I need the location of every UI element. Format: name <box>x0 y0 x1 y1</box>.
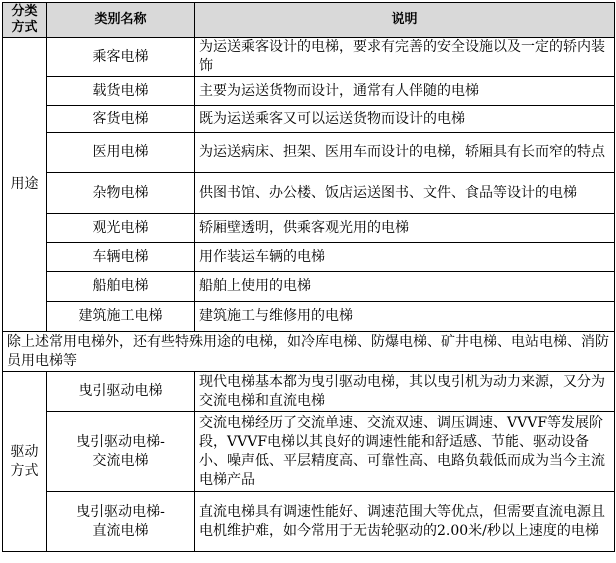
table-row <box>3 412 615 492</box>
category-drive-line2: 方式 <box>10 462 39 479</box>
table-row <box>3 372 615 412</box>
header-col1-line2: 方式 <box>11 20 38 35</box>
category-name-cell <box>47 492 195 552</box>
description-cell: 主要为运送货物而设计，通常有人伴随的电梯 <box>195 77 615 106</box>
description-cell: 直流电梯具有调速性能好、调速范围大等优点，但需要直流电源且电机维护难，如今常用于无齿轮驱动的2.00米/秒以上速度的电梯 <box>195 492 615 552</box>
header-classification-method <box>3 3 47 38</box>
table-row <box>3 243 615 272</box>
table-row <box>3 214 615 243</box>
description-cell: 轿厢壁透明，供乘客观光用的电梯 <box>195 214 615 243</box>
table-row <box>3 38 615 77</box>
category-name-cell <box>47 372 195 412</box>
table-row <box>3 492 615 552</box>
table-row <box>3 106 615 133</box>
table-row <box>3 173 615 214</box>
category-name-cell: 杂物电梯 <box>47 173 195 214</box>
description-cell: 既为运送乘客又可以运送货物而设计的电梯 <box>195 106 615 133</box>
table-row-note <box>3 332 615 372</box>
table-row <box>3 272 615 302</box>
description-cell: 为运送病床、担架、医用车而设计的电梯，轿厢具有长而窄的特点 <box>195 133 615 173</box>
description-cell: 建筑施工与维修用的电梯 <box>195 302 615 332</box>
category-drive-line1: 驱动 <box>10 443 39 460</box>
description-cell: 现代电梯基本都为曳引驱动电梯，其以曳引机为动力来源，又分为交流电梯和直流电梯 <box>195 372 615 412</box>
category-name-cell: 船舶电梯 <box>47 272 195 302</box>
category-name-cell: 车辆电梯 <box>47 243 195 272</box>
description-cell: 供图书馆、办公楼、饭店运送图书、文件、食品等设计的电梯 <box>195 173 615 214</box>
category-name-cell: 客货电梯 <box>47 106 195 133</box>
category-name-cell: 建筑施工电梯 <box>47 302 195 332</box>
category-name-line1: 曳引驱动电梯- <box>76 503 165 520</box>
category-name-cell: 医用电梯 <box>47 133 195 173</box>
table-header-row <box>3 3 615 38</box>
category-usage: 用途 <box>3 38 47 332</box>
usage-note: 除上述常用电梯外，还有些特殊用途的电梯，如冷库电梯、防爆电梯、矿井电梯、电站电梯、消防员用电梯等 <box>3 332 615 372</box>
category-name-cell: 载货电梯 <box>47 77 195 106</box>
description-cell: 用作装运车辆的电梯 <box>195 243 615 272</box>
category-name-cell: 乘客电梯 <box>47 38 195 77</box>
elevator-classification-table <box>2 2 615 552</box>
table-row <box>3 77 615 106</box>
category-name-line1: 曳引驱动电梯- <box>76 433 165 450</box>
header-col1-line1: 分类 <box>11 4 38 19</box>
category-name-line2: 交流电梯 <box>92 452 149 469</box>
category-name-line1: 曳引驱动电梯 <box>78 383 163 399</box>
header-category-name: 类别名称 <box>47 3 195 38</box>
description-cell: 为运送乘客设计的电梯，要求有完善的安全设施以及一定的轿内装饰 <box>195 38 615 77</box>
table-row <box>3 133 615 173</box>
category-name-line2: 直流电梯 <box>92 522 149 539</box>
category-name-cell: 观光电梯 <box>47 214 195 243</box>
category-drive <box>3 372 47 552</box>
table-row <box>3 302 615 332</box>
header-description: 说明 <box>195 3 615 38</box>
category-name-cell <box>47 412 195 492</box>
description-cell: 船舶上使用的电梯 <box>195 272 615 302</box>
description-cell: 交流电梯经历了交流单速、交流双速、调压调速、VVVF等发展阶段，VVVF电梯以其良好的调速性能和舒适感、节能、驱动设备小、噪声低、平层精度高、可靠性高、电路负载低而成为当今主流电梯产品 <box>195 412 615 492</box>
